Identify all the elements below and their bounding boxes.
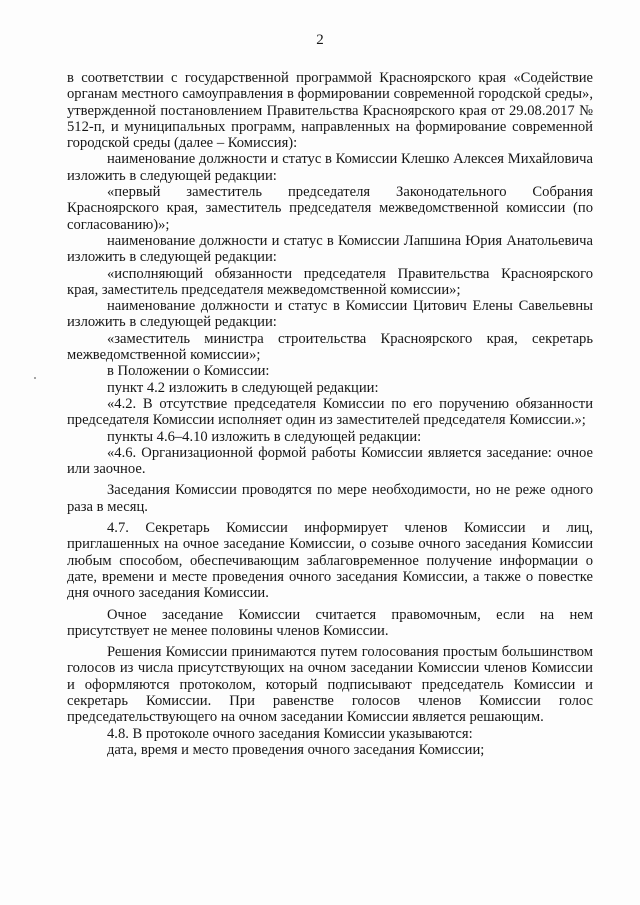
page-number: 2 [316, 32, 324, 48]
paragraph: «заместитель министра строительства Красноярского края, секретарь межведомственной комиссии»; [67, 330, 593, 364]
paragraph: наименование должности и статус в Комиссии Лапшина Юрия Анатольевича изложить в следующей редакции: [67, 232, 593, 266]
scan-speck [34, 377, 36, 379]
document-body [67, 70, 593, 758]
paragraph: наименование должности и статус в Комиссии Цитович Елены Савельевны изложить в следующей редакции: [67, 298, 593, 331]
paragraph: в соответствии с государственной программой Красноярского края «Содействие органам местного самоуправления в формировании современной городской среды», утвержденной постановлением Правительства Красноярского края от 29.08.2017 № 512-п, и муниципальных программ, направленных на формирование современной городской среды (далее – Комиссия): [67, 70, 593, 152]
paragraph: «первый заместитель председателя Законодательного Собрания Красноярского края, заместитель председателя межведомственной комиссии (по согласованию)»; [67, 184, 593, 233]
paragraph: Заседания Комиссии проводятся по мере необходимости, но не реже одного раза в месяц. [67, 482, 593, 515]
paragraph: «исполняющий обязанности председателя Правительства Красноярского края, заместитель председателя межведомственной комиссии»; [67, 265, 593, 298]
paragraph: 4.8. В протоколе очного заседания Комиссии указываются: [107, 725, 473, 742]
paragraph: Очное заседание Комиссии считается правомочным, если на нем присутствует не менее половины членов Комиссии. [67, 606, 593, 639]
paragraph: в Положении о Комиссии: [107, 363, 270, 380]
paragraph: «4.6. Организационной формой работы Комиссии является заседание: очное или заочное. [67, 444, 593, 478]
paragraph: наименование должности и статус в Комиссии Клешко Алексея Михайловича изложить в следующей редакции: [67, 151, 593, 184]
paragraph: «4.2. В отсутствие председателя Комиссии по его поручению обязанности председателя Комиссии исполняет один из заместителей председателя Комиссии.»; [67, 395, 593, 429]
paragraph: дата, время и место проведения очного заседания Комиссии; [107, 741, 485, 758]
paragraph: пункт 4.2 изложить в следующей редакции: [107, 379, 379, 396]
paragraph: 4.7. Секретарь Комиссии информирует членов Комиссии и лиц, приглашенных на очное заседание Комиссии, о созыве очного заседания Комиссии любым способом, обеспечивающим заблаговременное получение информации о дате, времени и месте проведения очного заседания Комиссии, а также о повестке дня очного заседания Комиссии. [67, 520, 593, 602]
paragraph: Решения Комиссии принимаются путем голосования простым большинством голосов из числа присутствующих на очном заседании Комиссии членов Комиссии и оформляются протоколом, который подписывают председатель Комиссии и секретарь Комиссии. При равенстве голосов членов Комиссии голос председательствующего на очном заседании Комиссии является решающим. [67, 644, 593, 726]
paragraph: пункты 4.6–4.10 изложить в следующей редакции: [107, 428, 422, 445]
